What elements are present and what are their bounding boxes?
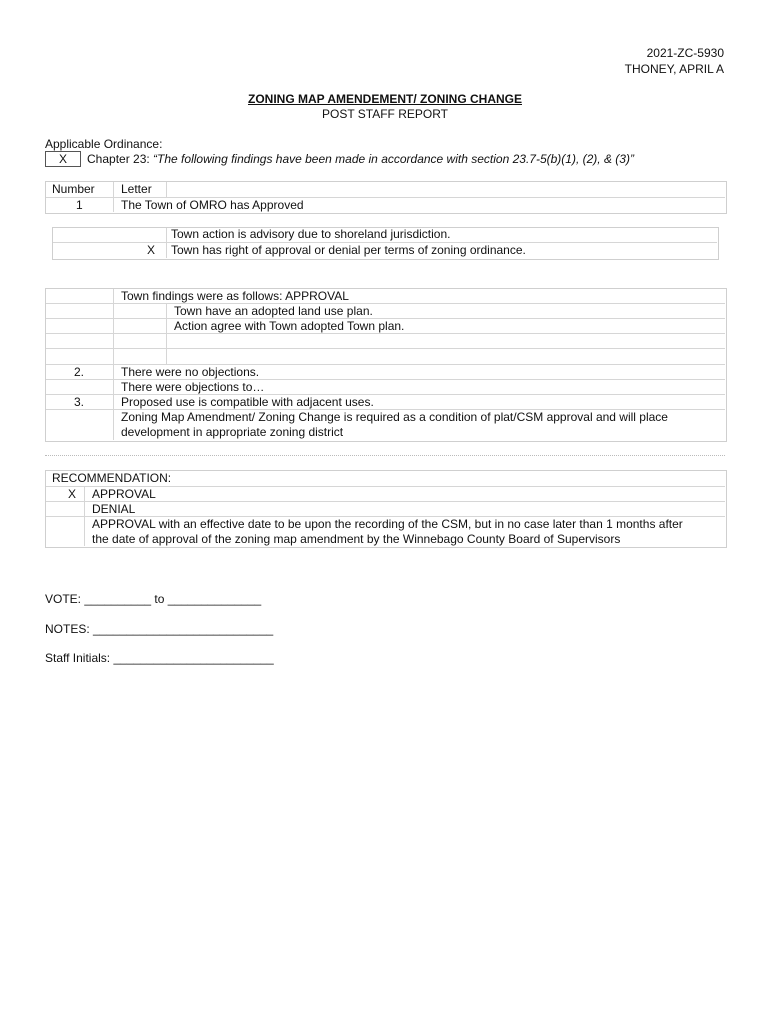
report-title: ZONING MAP AMENDEMENT/ ZONING CHANGE <box>247 92 522 106</box>
case-number: 2021-ZC-5930 <box>646 46 724 60</box>
table-divider <box>166 304 167 364</box>
finding-text-5: development in appropriate zoning district <box>121 425 344 439</box>
finding-text-1: There were no objections. <box>121 365 260 379</box>
finding-num-1: 2. <box>74 365 85 379</box>
col-letter-header: Letter <box>121 182 152 196</box>
ordinance-checkbox: X <box>45 151 81 167</box>
town-action-text-2: Town has right of approval or denial per terms of zoning ordinance. <box>171 243 526 257</box>
table-divider <box>166 182 167 197</box>
findings-sub-1: Town have an adopted land use plan. <box>174 304 373 318</box>
finding-text-2: There were objections to… <box>121 380 265 394</box>
findings-sub-2: Action agree with Town adopted Town plan. <box>174 319 405 333</box>
col-number-header: Number <box>52 182 95 196</box>
recommendation-text-3: APPROVAL with an effective date to be upon the recording of the CSM, but in no case later than 1 months after <box>92 517 683 531</box>
recommendation-text-2: DENIAL <box>92 502 136 516</box>
town-action-mark-2: X <box>147 243 156 257</box>
finding-text-4: Zoning Map Amendment/ Zoning Change is required as a condition of plat/CSM approval and will place <box>121 410 668 424</box>
recommendation-text-1: APPROVAL <box>92 487 156 501</box>
staff-initials-line: Staff Initials: ________________________ <box>45 651 274 665</box>
ordinance-label: Applicable Ordinance: <box>45 137 163 151</box>
ordinance-chapter <box>87 152 634 167</box>
recommendation-label: RECOMMENDATION: <box>52 471 172 485</box>
chapter-text: “The following findings have been made in accordance with section 23.7-5(b)(1), (2), & (3)” <box>153 152 634 166</box>
applicant-name: THONEY, APRIL A <box>624 62 724 76</box>
vote-line: VOTE: __________ to ______________ <box>45 592 262 606</box>
finding-num-3: 3. <box>74 395 85 409</box>
findings-heading: Town findings were as follows: APPROVAL <box>121 289 349 303</box>
recommendation-mark-1: X <box>68 487 77 501</box>
section-divider <box>45 455 725 456</box>
table-divider <box>166 228 167 258</box>
letter-text: The Town of OMRO has Approved <box>121 198 304 212</box>
table-divider <box>46 348 725 349</box>
town-action-text-1: Town action is advisory due to shoreland jurisdiction. <box>171 227 451 241</box>
chapter-prefix: Chapter 23: <box>87 152 154 166</box>
report-subtitle: POST STAFF REPORT <box>321 107 449 121</box>
table-divider <box>113 182 114 212</box>
notes-line: NOTES: ___________________________ <box>45 622 274 636</box>
letter-number: 1 <box>76 198 83 212</box>
table-divider <box>84 487 85 546</box>
finding-text-3: Proposed use is compatible with adjacent uses. <box>121 395 374 409</box>
recommendation-text-4: the date of approval of the zoning map amendment by the Winnebago County Board of Supervisors <box>92 532 621 546</box>
